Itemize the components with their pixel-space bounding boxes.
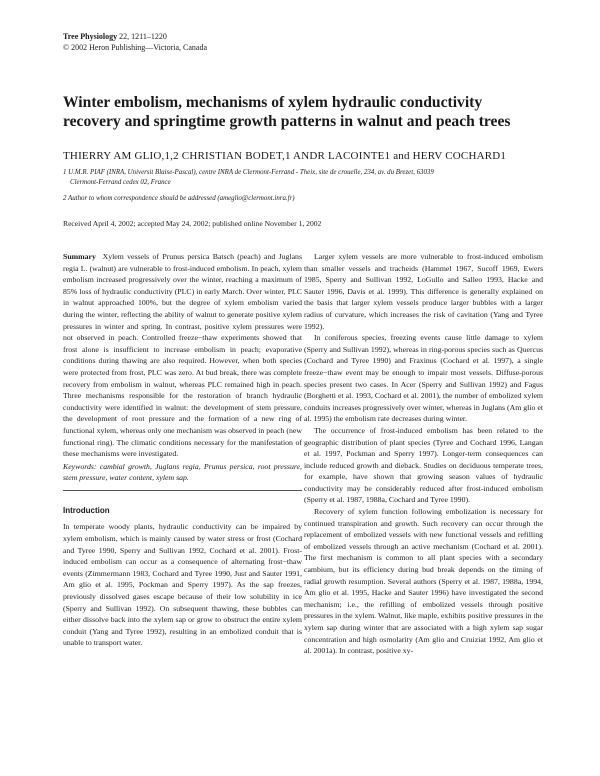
left-column xyxy=(63,251,302,649)
introduction-paragraph: In temperate woody plants, hydraulic conductivity can be impaired by xylem embolism, which is mainly caused by water stress or frost (Cochard and Tyree 1990, Sperry and Sullivan 1992, Cochard et al. 2001). Frost-induced embolism can occur as a consequence of alternating frost−thaw events (Zimmermann 1983, Cochard and Tyree 1990, Just and Sauter 1991, Am glio et al. 1995, Pockman and Sperry 1997). As the sap freezes, previously dissolved gases escape because of their low solubility in ice (Sperry and Sullivan 1992). On subsequent thawing, these bubbles can either dissolve back into the xylem sap or grow to obstruct the entire xylem conduit (Yang and Tyree 1992), resulting in an embolized conduit that is unable to transport water. xyxy=(63,522,302,648)
body-paragraph: In coniferous species, freezing events cause little damage to xylem (Sperry and Sullivan 1992), whereas in ring-porous species such as Quercus (Cochard and Tyree 1990) and Fraxinus (Cochard et al. 1997), a single freeze−thaw event may be enough to impair most vessels. Diffuse-porous species present two cases. In Acer (Sperry and Sullivan 1992) and Fagus (Borghetti et al. 1993, Cochard et al. 2001), the number of embolized xylem conduits increases progressively over winter, whereas in Juglans (Am glio et al. 1995) the embolism rate decreases during winter. xyxy=(304,333,543,424)
citation: 22, 1211–1220 xyxy=(119,32,167,41)
correspondence-note: 2 Author to whom correspondence should be addressed (ameglio@clermont.inra.fr) xyxy=(63,195,295,202)
running-header xyxy=(63,31,207,53)
body-paragraph: Larger xylem vessels are more vulnerable to frost-induced embolism than smaller vessels and tracheids (Hammel 1967, Sucoff 1969, Ewers 1985, Sperry and Sullivan 1992, LoGullo and Salleo 1993, Hacke and Sauter 1996, Davis et al. 1999). This difference is generally explained on the basis that larger xylem vessels produce larger bubbles with a larger radius of curvature, which increases the risk of cavitation (Yang and Tyree 1992). xyxy=(304,252,543,331)
keywords: Keywords: cambial growth, Juglans regia, Prunus persica, root pressure, stem pressure, water content, xylem sap. xyxy=(63,461,302,483)
received-dates: Received April 4, 2002; accepted May 24, 2002; published online November 1, 2002 xyxy=(63,219,322,228)
article-title: Winter embolism, mechanisms of xylem hydraulic conductivity recovery and springtime growth patterns in walnut and peach trees xyxy=(63,94,511,130)
journal-name: Tree Physiology xyxy=(63,32,118,41)
copyright: © 2002 Heron Publishing—Victoria, Canada xyxy=(63,43,208,52)
summary-text: Xylem vessels of Prunus persica Batsch (peach) and Juglans regia L. (walnut) are vulnerable to frost-induced embolism. In peach, xylem embolism increased progressively over the winter, reaching a maximum of 85% loss of hydraulic conductivity (PLC) in early March. Over winter, PLC in walnut approached 100%, but the degree of xylem embolism varied during the winter, reflecting the ability of walnut to generate positive xylem pressures in winter and spring. In contrast, positive xylem pressures were not observed in peach. Controlled freeze−thaw experiments showed that frost alone is insufficient to increase embolism in peach; evaporative conditions during thawing are also required. However, when both species were protected from frost, PLC was zero. At bud break, there was complete recovery from embolism in walnut, whereas PLC remained high in peach. Three mechanisms responsible for the restoration of branch hydraulic conductivity were identified in walnut: the development of stem pressure, the development of root pressure and the formation of a new ring of functional xylem, whereas only one mechanism was observed in peach (new functional ring). The climatic conditions necessary for the manifestation of these mechanisms were investigated. xyxy=(63,252,302,459)
affiliation-1-cont: Clermont-Ferrand cedex 02, France xyxy=(70,179,171,186)
author-list: THIERRY AM GLIO,1,2 CHRISTIAN BODET,1 ANDR LACOINTE1 and HERV COCHARD1 xyxy=(63,150,507,162)
introduction-heading: Introduction xyxy=(63,505,110,515)
summary-paragraph xyxy=(63,251,302,460)
affiliation-1: 1 U.M.R. PIAF (INRA, Universit Blaise-Pascal), centre INRA de Clermont-Ferrand - Theix, site de crouelle, 234, av. du Brezet, 63039 xyxy=(63,169,434,176)
affiliations xyxy=(63,168,543,204)
summary-label: Summary xyxy=(63,252,96,261)
body-paragraph: Recovery of xylem function following embolization is necessary for continued transpiration and growth. Such recovery can occur through the replacement of embolized vessels with new functional vessels and refilling of embolized vessels through an active mechanism (Cochard et al. 2001). The first mechanism is common to all plant species with a secondary cambium, but its efficiency during bud break depends on the timing of radial growth resumption. Several authors (Sperry et al. 1987, 1988a, 1994, Am glio et al. 1995, Hacke and Sauter 1996) have investigated the second mechanism; i.e., the refilling of embolized vessels through positive pressures in the xylem. Walnut, like maple, exhibits positive pressures in the xylem sap during winter that are associated with a high xylem sap sugar concentration and high osmolarity (Am glio and Cruiziat 1992, Am glio et al. 2001a). In contrast, positive xy- xyxy=(304,507,543,656)
body-paragraph: The occurrence of frost-induced embolism has been related to the geographic distribution of plant species (Tyree and Cochard 1996, Langan et al. 1997, Pockman and Sperry 1997). Longer-term consequences can include reduced growth and dieback. Studies on deciduous temperate trees, for example, have shown that growing season values of hydraulic conductivity may be considerably reduced after frost-induced embolism (Sperry et al. 1987, 1988a, Cochard and Tyree 1990). xyxy=(304,425,543,505)
section-divider xyxy=(63,490,302,491)
right-column xyxy=(304,251,543,657)
